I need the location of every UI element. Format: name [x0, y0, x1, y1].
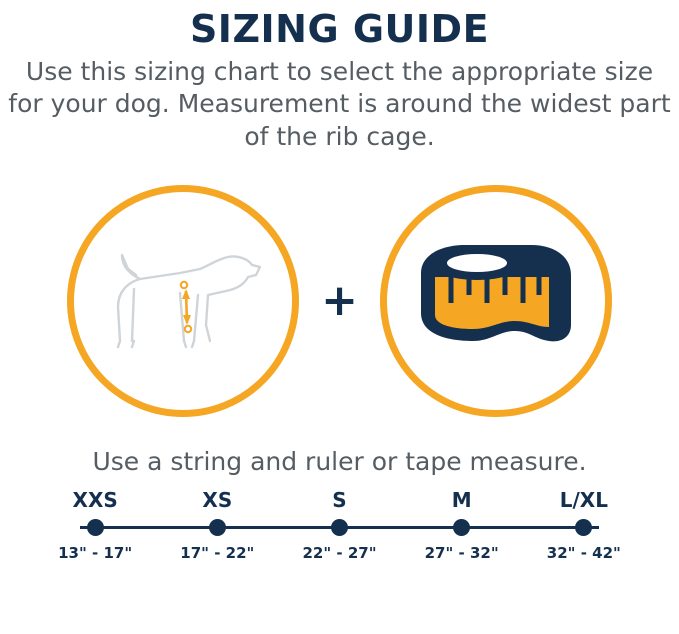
size-label: XXS	[72, 488, 118, 513]
scale-dot	[453, 519, 470, 536]
dog-measurement-icon	[88, 229, 278, 373]
size-label: XS	[202, 488, 233, 513]
instruction-text: Use a string and ruler or tape measure.	[92, 447, 587, 477]
size-label: L/XL	[559, 488, 608, 513]
scale-dot	[209, 519, 226, 536]
tape-measure-icon	[411, 229, 581, 373]
size-label: S	[332, 488, 347, 513]
tape-icon-circle	[380, 185, 612, 417]
size-stop-s	[280, 490, 400, 562]
page-subtitle: Use this sizing chart to select the appropriate size for your dog. Measurement is around the widest part of the rib cage.	[8, 56, 671, 151]
icon-row	[0, 171, 679, 431]
scale-dot	[575, 519, 592, 536]
dog-icon-circle	[67, 185, 299, 417]
scale-dot	[87, 519, 104, 536]
size-stop-m	[402, 490, 522, 562]
size-label: M	[451, 488, 472, 513]
size-stop-xs	[157, 490, 277, 562]
size-range: 17" - 22"	[180, 544, 255, 563]
plus-symbol: +	[321, 275, 358, 327]
size-scale	[0, 490, 679, 582]
size-range: 27" - 32"	[424, 544, 499, 563]
size-range: 22" - 27"	[302, 544, 377, 563]
scale-dot	[331, 519, 348, 536]
size-stop-lxl	[524, 490, 644, 562]
size-stop-xxs	[35, 490, 155, 562]
size-range: 13" - 17"	[58, 544, 133, 563]
page-title: SIZING GUIDE	[189, 7, 490, 51]
size-range: 32" - 42"	[546, 544, 621, 563]
